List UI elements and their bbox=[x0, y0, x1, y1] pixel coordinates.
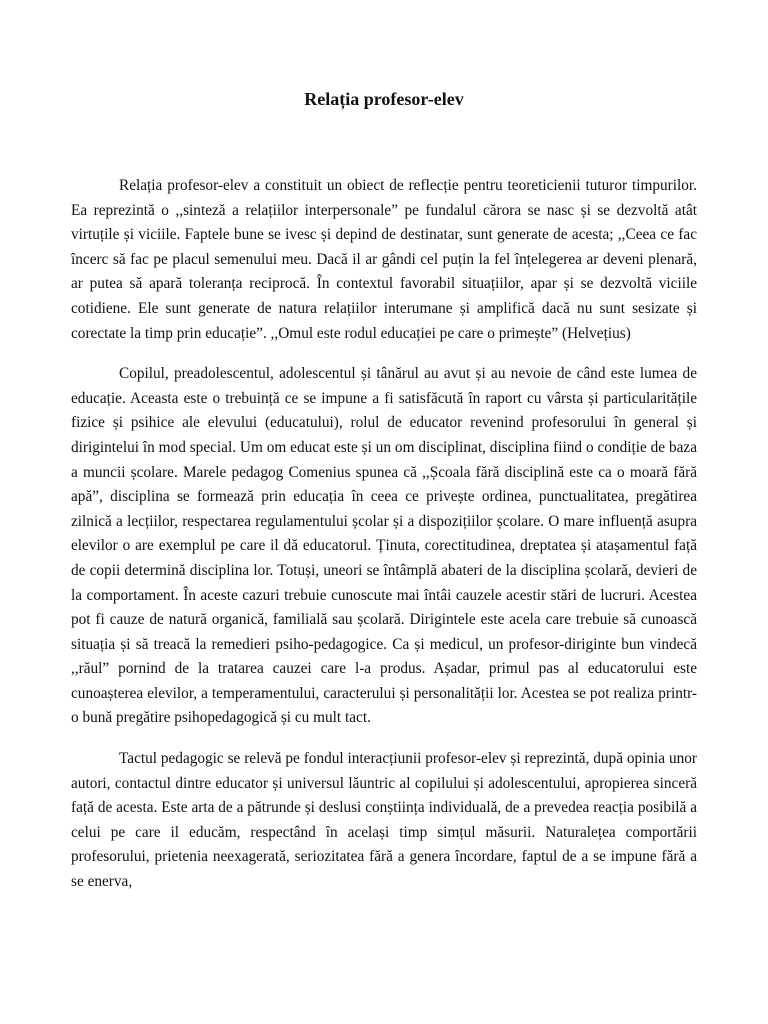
document-body bbox=[71, 174, 697, 895]
paragraph: Copilul, preadolescentul, adolescentul și tânărul au avut și au nevoie de când este lumea de educație. Aceasta este o trebuință ce se impune a fi satisfăcută în raport cu vârsta și particularitățile fizice și psihice ale elevului (educatului), rolul de educator revenind profesorului în general și dirigintelui în mod special. Um om educat este și un om disciplinat, disciplina fiind o condiție de baza a muncii școlare. Marele pedagog Comenius spunea că ,,Școala fără disciplină este ca o moară fără apă”, disciplina se formează prin educația în ceea ce privește ordinea, punctualitatea, pregătirea zilnică a lecțiilor, respectarea regulamentului școlar și a dispozițiilor școlare. O mare influență asupra elevilor o are exemplul pe care il dă educatorul. Ținuta, corectitudinea, dreptatea și atașamentul față de copii determină disciplina lor. Totuși, uneori se întâmplă abateri de la disciplina școlară, devieri de la comportament. În aceste cazuri trebuie cunoscute mai întâi cauzele acestir stări de lucruri. Acestea pot fi cauze de natură organică, familială sau școlară. Dirigintele este acela care trebuie să cunoască situația și să treacă la remedieri psiho-pedagogice. Ca și medicul, un profesor-diriginte bun vindecă ,,răul” pornind de la tratarea cauzei care l-a produs. Așadar, primul pas al educatorului este cunoașterea elevilor, a temperamentului, caracterului și personalității lor. Acestea se pot realiza printr-o bună pregătire psihopedagogică și cu mult tact. bbox=[71, 365, 697, 727]
paragraph: Tactul pedagogic se relevă pe fondul interacțiunii profesor-elev și reprezintă, după opinia unor autori, contactul dintre educator și universul lăuntric al copilului și adolescentului, apropierea sinceră față de acesta. Este arta de a pătrunde și deslusi conștiința individuală, de a prevedea reacția posibilă a celui pe care il educăm, respectând în același timp simțul măsurii. Naturalețea comportării profesorului, prietenia neexagerată, seriozitatea fără a genera încordare, faptul de a se impune fără a se enerva, bbox=[71, 750, 697, 891]
document-title: Relația profesor-elev bbox=[304, 89, 464, 109]
paragraph: Relația profesor-elev a constituit un obiect de reflecție pentru teoreticienii tuturor timpurilor. Ea reprezintă o ,,sinteză a relațiilor interpersonale” pe fundalul cărora se nasc și se dezvoltă atât virtuțile și viciile. Faptele bune se ivesc și depind de destinatar, sunt generate de acesta; ,,Ceea ce fac încerc să fac pe placul semenului meu. Dacă il ar gândi cel puțin la fel înțelegerea ar deveni plenară, ar putea să apară toleranța reciprocă. În contextul favorabil situațiilor, apar și se dezvoltă viciile cotidiene. Ele sunt generate de natura relațiilor interumane și amplifică dacă nu sunt sesizate și corectate la timp prin educație”. ,,Omul este rodul educației pe care o primește” (Helvețius) bbox=[71, 177, 697, 342]
